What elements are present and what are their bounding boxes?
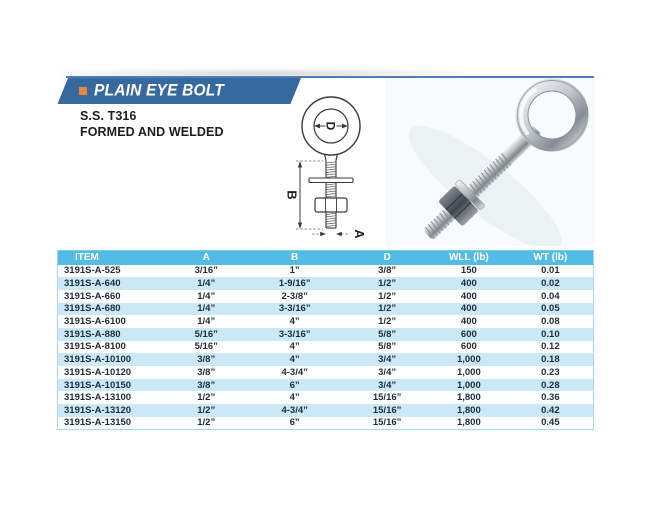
table-row xyxy=(58,341,594,354)
table-cell: 15/16” xyxy=(372,392,402,404)
table-cell: 0.23 xyxy=(541,366,560,378)
column-header-wll: WLL (lb) xyxy=(430,251,508,265)
table-cell: 3191S-A-10150 xyxy=(64,379,132,391)
table-cell: 3191S-A-525 xyxy=(64,265,121,277)
table-cell: 3/4” xyxy=(378,379,397,391)
table-cell: 600 xyxy=(460,341,477,353)
table-cell: 3-3/16” xyxy=(278,303,311,315)
table-cell: 4-3/4” xyxy=(281,404,308,416)
table-cell: 5/16” xyxy=(194,328,218,340)
table-row xyxy=(58,277,594,290)
table-cell: 3191S-A-10100 xyxy=(64,354,132,366)
table-row xyxy=(58,353,594,366)
material-spec: S.S. T316 xyxy=(80,109,137,123)
table-row xyxy=(58,303,594,316)
table-cell: 0.42 xyxy=(541,404,560,416)
table-cell: 1/2” xyxy=(378,316,397,328)
table-cell: 1/2” xyxy=(378,290,397,302)
eye-bolt-diagram xyxy=(283,88,378,240)
table-cell: 0.01 xyxy=(541,265,560,277)
table-cell: 6” xyxy=(289,379,300,391)
table-cell: 3/8” xyxy=(197,379,216,391)
table-row xyxy=(58,417,594,430)
table-cell: 1-9/16” xyxy=(278,278,311,290)
diagram-label-b: B xyxy=(284,190,300,200)
table-cell: 5/8” xyxy=(378,341,397,353)
table-cell: 3191S-A-13100 xyxy=(64,392,132,404)
table-cell: 15/16” xyxy=(372,404,402,416)
table-cell: 4” xyxy=(289,316,300,328)
spec-table xyxy=(57,250,594,430)
table-cell: 1/2” xyxy=(197,404,216,416)
table-cell: 3191S-A-660 xyxy=(64,290,121,302)
column-header-a: A xyxy=(167,251,245,265)
table-cell: 1/4” xyxy=(197,303,216,315)
table-cell: 0.10 xyxy=(541,328,560,340)
table-row xyxy=(58,290,594,303)
table-cell: 4” xyxy=(289,354,300,366)
table-cell: 400 xyxy=(460,290,477,302)
table-cell: 1/4” xyxy=(197,290,216,302)
table-cell: 1/2” xyxy=(197,417,216,429)
table-cell: 3191S-A-13150 xyxy=(64,417,132,429)
column-header-b: B xyxy=(245,251,344,265)
table-cell: 4” xyxy=(289,392,300,404)
table-cell: 15/16” xyxy=(372,417,402,429)
table-cell: 1/2” xyxy=(378,278,397,290)
table-row xyxy=(58,265,594,278)
construction-spec: FORMED AND WELDED xyxy=(80,125,224,139)
table-cell: 2-3/8” xyxy=(281,290,308,302)
orange-square-icon xyxy=(79,87,87,95)
table-cell: 600 xyxy=(460,328,477,340)
eye-bolt-photo xyxy=(385,78,595,246)
table-cell: 1,000 xyxy=(456,366,481,378)
table-cell: 3/16” xyxy=(194,265,218,277)
table-cell: 0.12 xyxy=(541,341,560,353)
spec-table-body xyxy=(58,265,594,430)
table-cell: 3191S-A-880 xyxy=(64,328,121,340)
column-header-item: ITEM xyxy=(58,251,168,265)
page-title: PLAIN EYE BOLT xyxy=(94,81,224,100)
table-cell: 4-3/4” xyxy=(281,366,308,378)
table-cell: 1/2” xyxy=(378,303,397,315)
section-banner-inner xyxy=(68,78,301,104)
table-cell: 0.18 xyxy=(541,354,560,366)
table-cell: 3191S-A-13120 xyxy=(64,404,132,416)
column-header-wt: WT (lb) xyxy=(508,251,594,265)
table-cell: 1,000 xyxy=(456,354,481,366)
table-cell: 0.36 xyxy=(541,392,560,404)
table-cell: 5/16” xyxy=(194,341,218,353)
table-cell: 1,800 xyxy=(456,404,481,416)
table-cell: 1,800 xyxy=(456,392,481,404)
table-cell: 400 xyxy=(460,278,477,290)
table-cell: 1,800 xyxy=(456,417,481,429)
table-cell: 1/2” xyxy=(197,392,216,404)
table-row xyxy=(58,315,594,328)
table-cell: 3/8” xyxy=(197,354,216,366)
table-cell: 3191S-A-640 xyxy=(64,278,121,290)
column-header-d: D xyxy=(344,251,430,265)
table-cell: 1/4” xyxy=(197,316,216,328)
diagram-label-a: A xyxy=(352,229,367,239)
table-cell: 3/4” xyxy=(378,366,397,378)
table-row xyxy=(58,391,594,404)
table-cell: 150 xyxy=(460,265,477,277)
table-cell: 0.05 xyxy=(541,303,560,315)
table-cell: 3/8” xyxy=(197,366,216,378)
table-row xyxy=(58,404,594,417)
table-cell: 1” xyxy=(289,265,300,277)
table-cell: 6” xyxy=(289,417,300,429)
table-cell: 0.02 xyxy=(541,278,560,290)
table-row xyxy=(58,379,594,392)
table-cell: 3191S-A-8100 xyxy=(64,341,126,353)
table-row xyxy=(58,328,594,341)
table-cell: 0.08 xyxy=(541,316,560,328)
table-cell: 0.45 xyxy=(541,417,560,429)
table-cell: 0.28 xyxy=(541,379,560,391)
table-cell: 400 xyxy=(460,316,477,328)
product-subtitle xyxy=(80,108,224,140)
table-row xyxy=(58,366,594,379)
table-cell: 3191S-A-6100 xyxy=(64,316,126,328)
spec-table-header xyxy=(58,251,594,265)
table-cell: 400 xyxy=(460,303,477,315)
table-cell: 3191S-A-10120 xyxy=(64,366,132,378)
table-cell: 3/8” xyxy=(378,265,397,277)
table-cell: 5/8” xyxy=(378,328,397,340)
table-cell: 0.04 xyxy=(541,290,560,302)
table-cell: 4” xyxy=(289,341,300,353)
table-cell: 1/4” xyxy=(197,278,216,290)
table-cell: 3-3/16” xyxy=(278,328,311,340)
table-cell: 1,000 xyxy=(456,379,481,391)
table-cell: 3191S-A-680 xyxy=(64,303,121,315)
table-cell: 3/4” xyxy=(378,354,397,366)
diagram-label-d: D xyxy=(323,121,338,131)
section-banner xyxy=(57,78,301,104)
